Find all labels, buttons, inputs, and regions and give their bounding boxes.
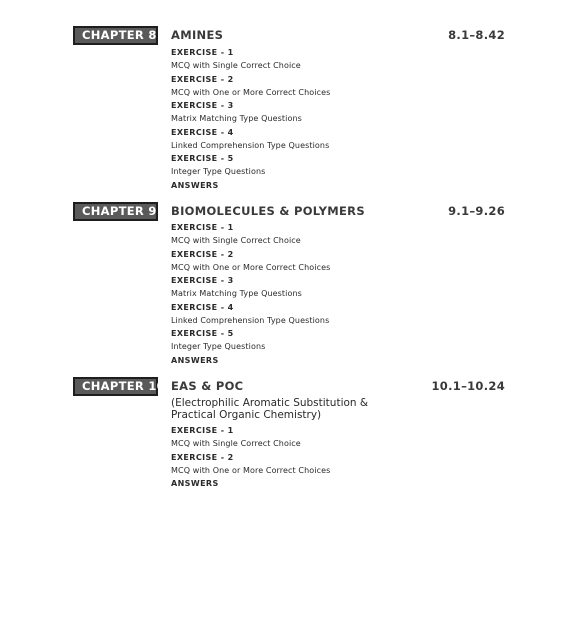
- exercise-heading: EXERCISE - 1: [171, 223, 234, 232]
- chapter-subtitle-line-2: Practical Organic Chemistry): [171, 409, 322, 421]
- exercise-description: MCQ with One or More Correct Choices: [171, 87, 331, 97]
- chapter-page-range: 8.1–8.42: [448, 28, 505, 42]
- exercise-list: [171, 221, 330, 367]
- chapter-page-range: 10.1–10.24: [431, 379, 505, 393]
- exercise-description: MCQ with One or More Correct Choices: [171, 262, 331, 272]
- exercise-description: Matrix Matching Type Questions: [171, 289, 302, 299]
- exercise-heading: EXERCISE - 1: [171, 48, 234, 57]
- exercise-heading: EXERCISE - 2: [171, 74, 234, 84]
- exercise-heading: EXERCISE - 3: [171, 101, 234, 110]
- exercise-description: MCQ with Single Correct Choice: [171, 236, 301, 246]
- exercise-list: [171, 46, 330, 192]
- exercise-heading: EXERCISE - 3: [171, 276, 234, 285]
- answers-heading: ANSWERS: [171, 355, 219, 365]
- chapter-page-range: 9.1–9.26: [448, 204, 505, 218]
- exercise-description: Matrix Matching Type Questions: [171, 114, 302, 124]
- exercise-heading: EXERCISE - 2: [171, 249, 234, 259]
- answers-heading: ANSWERS: [171, 479, 219, 488]
- exercise-heading: EXERCISE - 1: [171, 426, 234, 435]
- chapter-title: AMINES: [171, 28, 224, 42]
- exercise-description: MCQ with One or More Correct Choices: [171, 465, 331, 475]
- exercise-description: Linked Comprehension Type Questions: [171, 315, 330, 325]
- chapter-title: BIOMOLECULES & POLYMERS: [171, 204, 365, 218]
- chapter-badge: CHAPTER 9: [73, 202, 158, 221]
- exercise-description: Linked Comprehension Type Questions: [171, 140, 330, 150]
- exercise-heading: EXERCISE - 5: [171, 329, 234, 338]
- answers-heading: ANSWERS: [171, 180, 219, 190]
- chapter-title: EAS & POC: [171, 379, 244, 393]
- exercise-description: MCQ with Single Correct Choice: [171, 61, 301, 71]
- exercise-description: Integer Type Questions: [171, 167, 266, 177]
- exercise-heading: EXERCISE - 4: [171, 127, 234, 137]
- chapter-badge: CHAPTER 10: [73, 377, 158, 396]
- exercise-description: Integer Type Questions: [171, 342, 266, 352]
- chapter-subtitle-line-1: (Electrophilic Aromatic Substitution &: [171, 397, 369, 409]
- exercise-description: MCQ with Single Correct Choice: [171, 439, 301, 449]
- exercise-list: [171, 424, 330, 490]
- chapter-badge: CHAPTER 8: [73, 26, 158, 45]
- exercise-heading: EXERCISE - 2: [171, 452, 234, 462]
- exercise-heading: EXERCISE - 4: [171, 302, 234, 312]
- exercise-heading: EXERCISE - 5: [171, 154, 234, 163]
